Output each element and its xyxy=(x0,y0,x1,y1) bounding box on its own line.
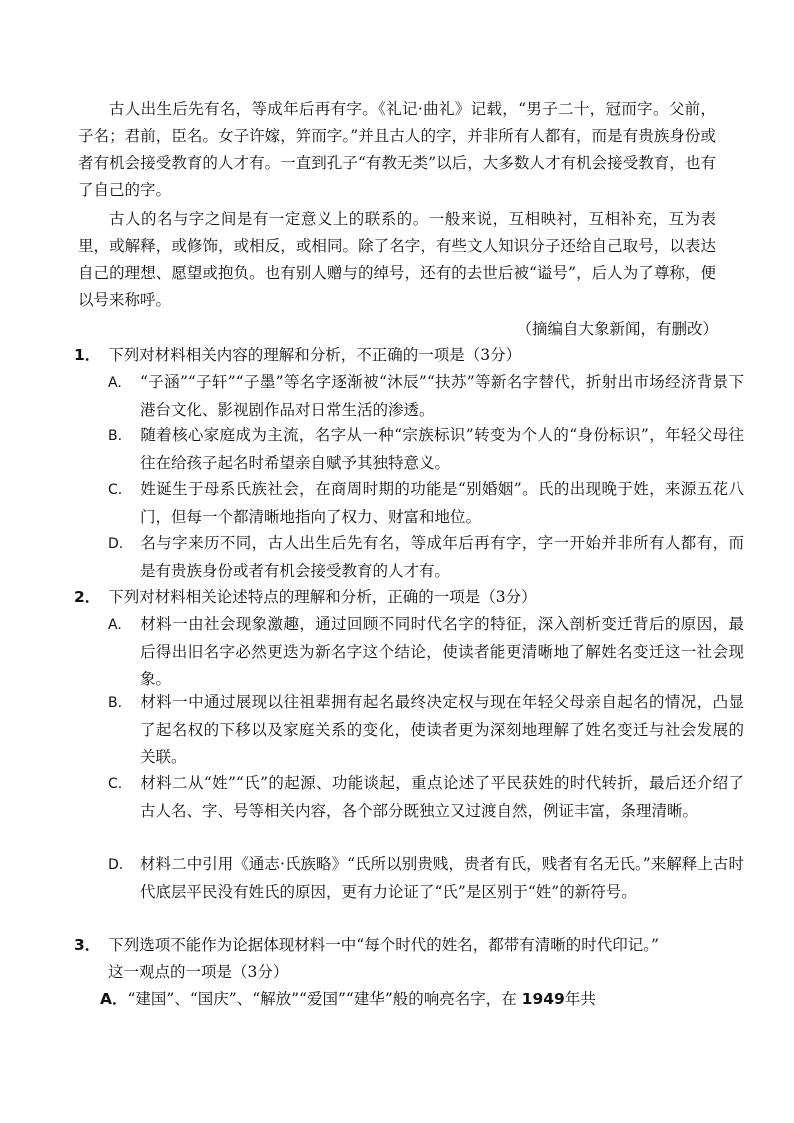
question-2-option-b[interactable] xyxy=(108,689,744,771)
question-2-number: 2． xyxy=(74,588,101,606)
question-2-stem xyxy=(74,584,724,611)
question-1-stem xyxy=(74,342,724,369)
option-letter: D. xyxy=(108,857,124,873)
option-text-pre: “建国”、“国庆”、“解放”“爱国”“建华”般的响亮名字，在 xyxy=(127,990,522,1008)
option-text: 随着核心家庭成为主流，名字从一种“宗族标识”转变为个人的“身份标识”，年轻父母往往在给孩子起名时希望亲自赋予其独特意义。 xyxy=(140,426,744,472)
option-letter: D. xyxy=(108,536,124,552)
option-letter: A. xyxy=(108,375,122,391)
question-2-text: 下列对材料相关论述特点的理解和分析，正确的一项是（3分） xyxy=(108,588,537,606)
question-3-number: 3． xyxy=(74,936,101,954)
question-1-text: 下列对材料相关内容的理解和分析，不正确的一项是（3分） xyxy=(108,346,522,364)
option-letter: A． xyxy=(100,990,128,1008)
question-3-text: 下列选项不能作为论据体现材料一中“每个时代的姓名，都带有清晰的时代印记。” xyxy=(108,936,659,954)
question-3-stem xyxy=(74,932,724,959)
option-text: 材料二从“姓”“氏”的起源、功能谈起，重点论述了平民获姓的时代转折，最后还介绍了古人名、字、号等相关内容，各个部分既独立又过渡自然，例证丰富，条理清晰。 xyxy=(140,774,744,820)
option-letter: A. xyxy=(108,617,122,633)
question-1-option-a[interactable] xyxy=(108,369,744,424)
question-2-option-c[interactable] xyxy=(108,770,744,825)
option-year: 1949 xyxy=(521,990,565,1008)
question-3-option-a[interactable] xyxy=(100,986,714,1013)
passage-paragraph-2: 古人的名与字之间是有一定意义上的联系的。一般来说，互相映衬，互相补充，互为表里，或解释，或修饰，或相反，或相同。除了名字，有些文人知识分子还给自己取号，以表达自己的理想、愿望或抱负。也有别人赠与的绰号，还有的去世后被“谥号”，后人为了尊称，便以号来称呼。 xyxy=(78,210,716,309)
option-text: 姓诞生于母系氏族社会，在商周时期的功能是“别婚姻”。氏的出现晚于姓，来源五花八门，但每一个都清晰地指向了权力、财富和地位。 xyxy=(140,480,744,526)
source-note: （摘编自大象新闻，有删改） xyxy=(516,320,718,338)
option-text: 材料一中通过展现以往祖辈拥有起名最终决定权与现在年轻父母亲自起名的情况，凸显了起名权的下移以及家庭关系的变化，使读者更为深刻地理解了姓名变迁与社会发展的关联。 xyxy=(140,693,744,766)
passage-paragraph-1: 古人出生后先有名，等成年后再有字。《礼记·曲礼》记载，“男子二十，冠而字。父前，子名；君前，臣名。女子许嫁，笄而字。”并且古人的字，并非所有人都有，而是有贵族身份或者有机会接受教育的人才有。一直到孔子“有教无类”以后，大多数人才有机会接受教育，也有了自己的字。 xyxy=(78,100,716,199)
option-text: 材料二中引用《通志·氏族略》“氏所以别贵贱，贵者有氏，贱者有名无氏。”来解释上古时代底层平民没有姓氏的原因，更有力论证了“氏”是区别于“姓”的新符号。 xyxy=(140,855,744,901)
option-text: “子涵”“子轩”“子墨”等名字逐渐被“沐辰”“扶苏”等新名字替代，折射出市场经济背景下港台文化、影视剧作品对日常生活的渗透。 xyxy=(140,373,744,419)
option-text: 名与字来历不同，古人出生后先有名，等成年后再有字，字一开始并非所有人都有，而是有贵族身份或者有机会接受教育的人才有。 xyxy=(140,534,744,580)
question-1-number: 1． xyxy=(74,346,101,364)
option-letter: C. xyxy=(108,776,123,792)
question-1-option-b[interactable] xyxy=(108,422,744,477)
option-text: 材料一由社会现象激趣，通过回顾不同时代名字的特征，深入剖析变迁背后的原因，最后得出旧名字必然更迭为新名字这个结论，使读者能更清晰地了解姓名变迁这一社会现象。 xyxy=(140,615,744,688)
question-2-option-a[interactable] xyxy=(108,611,744,693)
option-letter: B. xyxy=(108,428,123,444)
option-letter: B. xyxy=(108,695,123,711)
option-text-post: 年共 xyxy=(564,990,596,1008)
question-1-option-c[interactable] xyxy=(108,476,744,531)
question-3-stem-continued: 这一观点的一项是（3分） xyxy=(108,963,289,981)
question-2-option-d[interactable] xyxy=(108,851,744,906)
option-letter: C. xyxy=(108,482,123,498)
question-1-option-d[interactable] xyxy=(108,530,744,585)
